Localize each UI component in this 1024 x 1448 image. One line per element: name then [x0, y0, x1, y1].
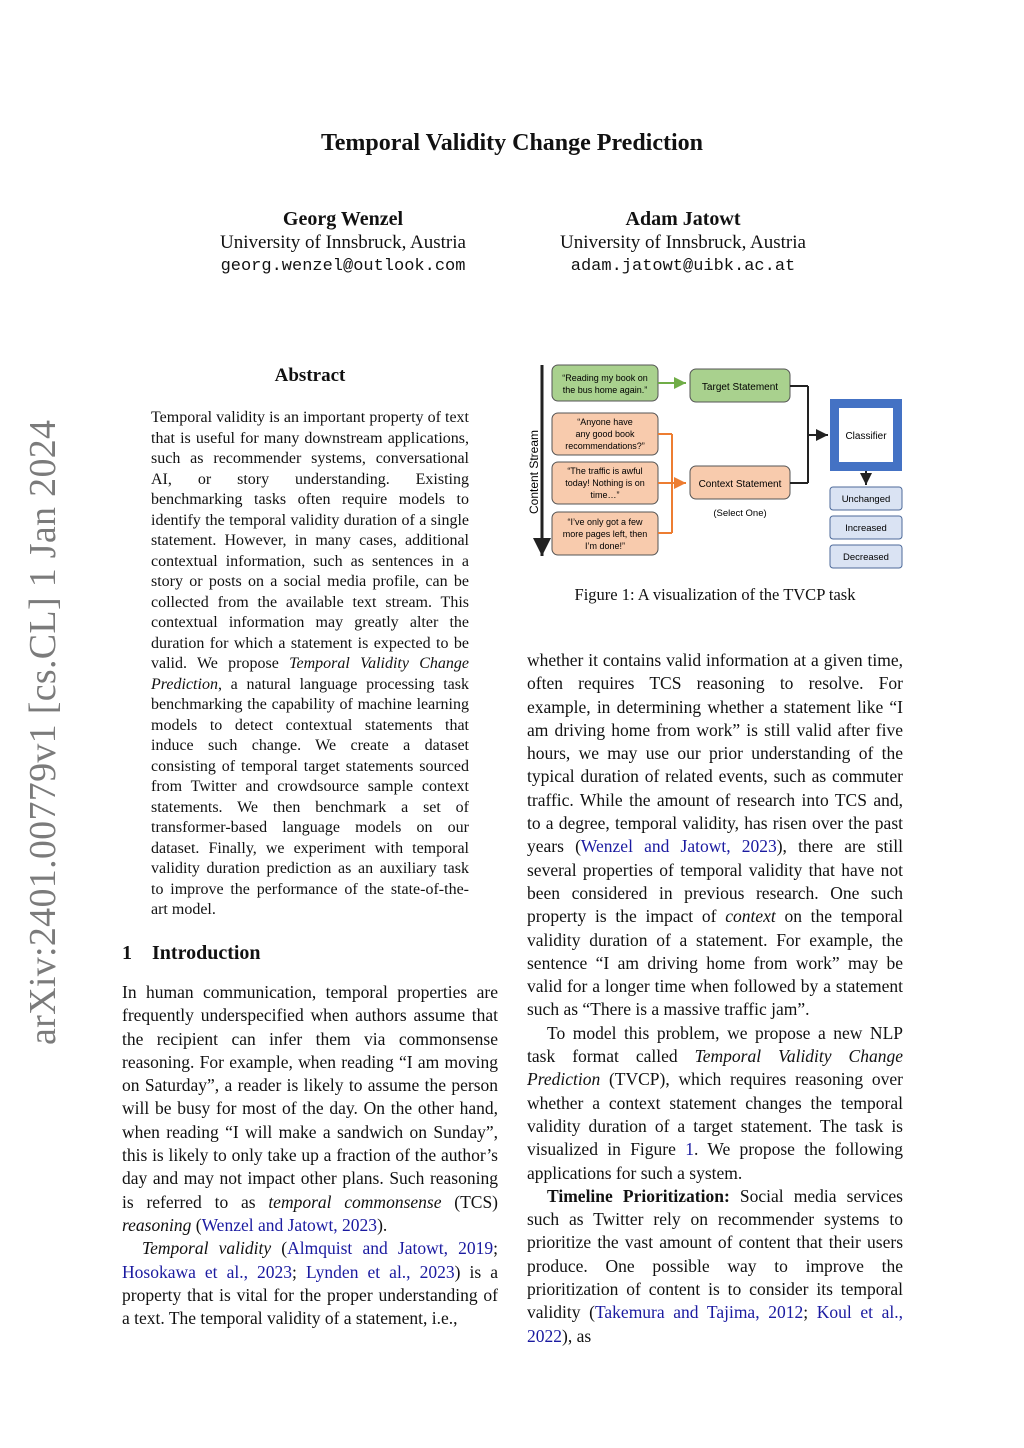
- section-title: Introduction: [152, 942, 261, 964]
- target-statement-label: Target Statement: [701, 382, 779, 393]
- text-run: In human communication, temporal properties are frequently underspecified when authors assume that the recipient can infer them via commonsense reasoning. For example, when reading “I am moving on Saturday”, a reader is likely to assume the person will be busy for most of the day. On the other hand, when reading “I will make a sandwich on Sunday”, this is likely to only take up a fraction of the author’s day and may not impact other plans. Such reasoning is referred to as: [122, 982, 498, 1212]
- stream-box-1: [552, 365, 658, 401]
- stream-text: “I’ve only got a few: [567, 517, 643, 527]
- stream-text: any good book: [575, 429, 635, 439]
- stream-text: “The traffic is awful: [567, 466, 643, 476]
- select-one-label: (Select One): [713, 508, 767, 519]
- section-number: 1: [122, 942, 132, 964]
- author-email[interactable]: georg.wenzel@outlook.com: [220, 257, 466, 276]
- author-name: Georg Wenzel: [282, 208, 404, 230]
- intro-paragraph-2-continued: [527, 649, 903, 1022]
- intro-column-left: [122, 981, 498, 1330]
- stream-text: “Reading my book on: [562, 373, 648, 383]
- text-run: Social media services such as Twitter rely on recommender systems to prioritize the vast amount of content that their users produce. One possible way to improve the prioritization of content is to consider its temporal validity (: [527, 1185, 903, 1323]
- citation-link[interactable]: Almquist and Jatowt, 2019: [287, 1238, 494, 1259]
- intro-paragraph-3: [527, 1022, 903, 1185]
- figure-reference-link[interactable]: 1: [685, 1139, 694, 1160]
- abstract-part: , a natural language processing task benchmarking the capability of machine learning models to detect contextual statements that induce such change. We create a dataset consisting of temporal target statements sourced from Twitter and crowdsource sample context statements. We then benchmark a set of transformer-based language models on our dataset. Finally, we experiment with temporal validity duration prediction as an auxiliary task to improve the performance of the state-of-the-art model.: [151, 675, 469, 918]
- author-affiliation: University of Innsbruck, Austria: [220, 232, 466, 253]
- paragraph-lead: Timeline Prioritization:: [547, 1185, 730, 1206]
- stream-text: time…”: [590, 490, 620, 500]
- stream-text: recommendations?”: [565, 441, 645, 451]
- abstract-part: Temporal validity is an important property of text that is useful for many downstream applications, such as recommender systems, conversational AI, or story understanding. Existing benchmarking tasks often require models to identify the temporal validity duration of a single statement. However, in many cases, additional contextual information, such as sentences in a story or posts on a social media profile, can be collected from the available text stream. This contextual information may greatly alter the duration for which a statement is expected to be valid. We propose: [151, 409, 469, 672]
- figure-caption: Figure 1: A visualization of the TVCP task: [574, 585, 856, 604]
- text-run: on the temporal validity duration of a statement. For example, the sentence “I am driving home from work” may be valid for a longer time when followed by a statement such as “There is a massive traffic jam”.: [527, 906, 903, 1020]
- text-run: ;: [803, 1302, 817, 1323]
- stream-text: today! Nothing is on: [565, 478, 645, 488]
- emphasis: temporal commonsense: [268, 1191, 442, 1212]
- author-block-1: [178, 207, 508, 279]
- section-heading: [122, 942, 261, 965]
- text-run: ), there are still several properties of temporal validity that have not been considered in previous research. One such property is the impact of: [527, 836, 903, 927]
- emphasis: reasoning: [122, 1214, 192, 1235]
- citation-link[interactable]: Wenzel and Jatowt, 2023: [201, 1214, 378, 1235]
- emphasis: Temporal Validity Change Prediction: [527, 1046, 903, 1090]
- citation-link[interactable]: Wenzel and Jatowt, 2023: [580, 836, 777, 857]
- text-run: ;: [493, 1238, 499, 1259]
- text-run: (TVCP), which requires reasoning over whether a context statement changes the temporal validity duration of a target statement. The task is visualized in Figure: [527, 1069, 903, 1160]
- text-run: ;: [292, 1261, 306, 1282]
- intro-paragraph-2: [122, 1237, 498, 1330]
- citation-link[interactable]: Hosokawa et al., 2023: [122, 1261, 293, 1282]
- stream-text: more pages left, then: [562, 529, 648, 539]
- output-label: Increased: [845, 523, 887, 534]
- author-block-2: [518, 207, 848, 279]
- emphasis: context: [725, 906, 776, 927]
- stream-text: the bus home again.”: [562, 385, 648, 395]
- text-run: ).: [377, 1214, 388, 1235]
- stream-text: I’m done!”: [584, 541, 626, 551]
- text-run: whether it contains valid information at a given time, often requires TCS reasoning to resolve. For example, in determining whether a statement like “I am driving home from work” is still valid after five hours, we may use our prior understanding of the typical duration of related events, such as commuter traffic. While the amount of research into TCS and, to a degree, temporal validity, has risen over the past years (: [527, 650, 903, 857]
- output-label: Unchanged: [841, 494, 891, 505]
- stream-label: Content Stream: [527, 429, 541, 515]
- abstract-heading: Abstract: [274, 365, 346, 386]
- text-run: (TCS): [441, 1191, 499, 1212]
- text-run: ) is a property that is vital for the proper understanding of a text. The temporal validity of a statement, i.e.,: [122, 1261, 498, 1329]
- citation-link[interactable]: Lynden et al., 2023: [305, 1261, 455, 1282]
- citation-link[interactable]: Takemura and Tajima, 2012: [594, 1302, 804, 1323]
- text-run: . We propose the following applications for such a system.: [527, 1139, 903, 1183]
- text-run: (: [191, 1214, 202, 1235]
- abstract-text: [151, 408, 469, 921]
- text-run: ), as: [562, 1325, 592, 1346]
- author-affiliation: University of Innsbruck, Austria: [560, 232, 806, 253]
- context-statement-label: Context Statement: [698, 479, 782, 490]
- figure-tvcp: [522, 360, 908, 575]
- arxiv-identifier: arXiv:2401.00779v1 [cs.CL] 1 Jan 2024: [22, 419, 64, 1045]
- stream-text: “Anyone have: [577, 417, 633, 427]
- paper-title: Temporal Validity Change Prediction: [320, 130, 704, 156]
- author-name: Adam Jatowt: [625, 208, 741, 230]
- text-run: To model this problem, we propose a new NLP task format called: [527, 1022, 903, 1067]
- output-label: Decreased: [843, 552, 889, 563]
- emphasis: Temporal validity: [142, 1238, 272, 1259]
- classifier-label: Classifier: [845, 431, 887, 442]
- text-run: (: [271, 1238, 288, 1259]
- intro-paragraph-4: [527, 1185, 903, 1348]
- intro-column-right: [527, 649, 903, 1348]
- intro-paragraph-1: [122, 981, 498, 1237]
- citation-link[interactable]: Koul et al., 2022: [527, 1302, 903, 1346]
- author-email[interactable]: adam.jatowt@uibk.ac.at: [570, 257, 796, 276]
- task-name-emphasis: Temporal Validity Change Prediction: [151, 655, 469, 693]
